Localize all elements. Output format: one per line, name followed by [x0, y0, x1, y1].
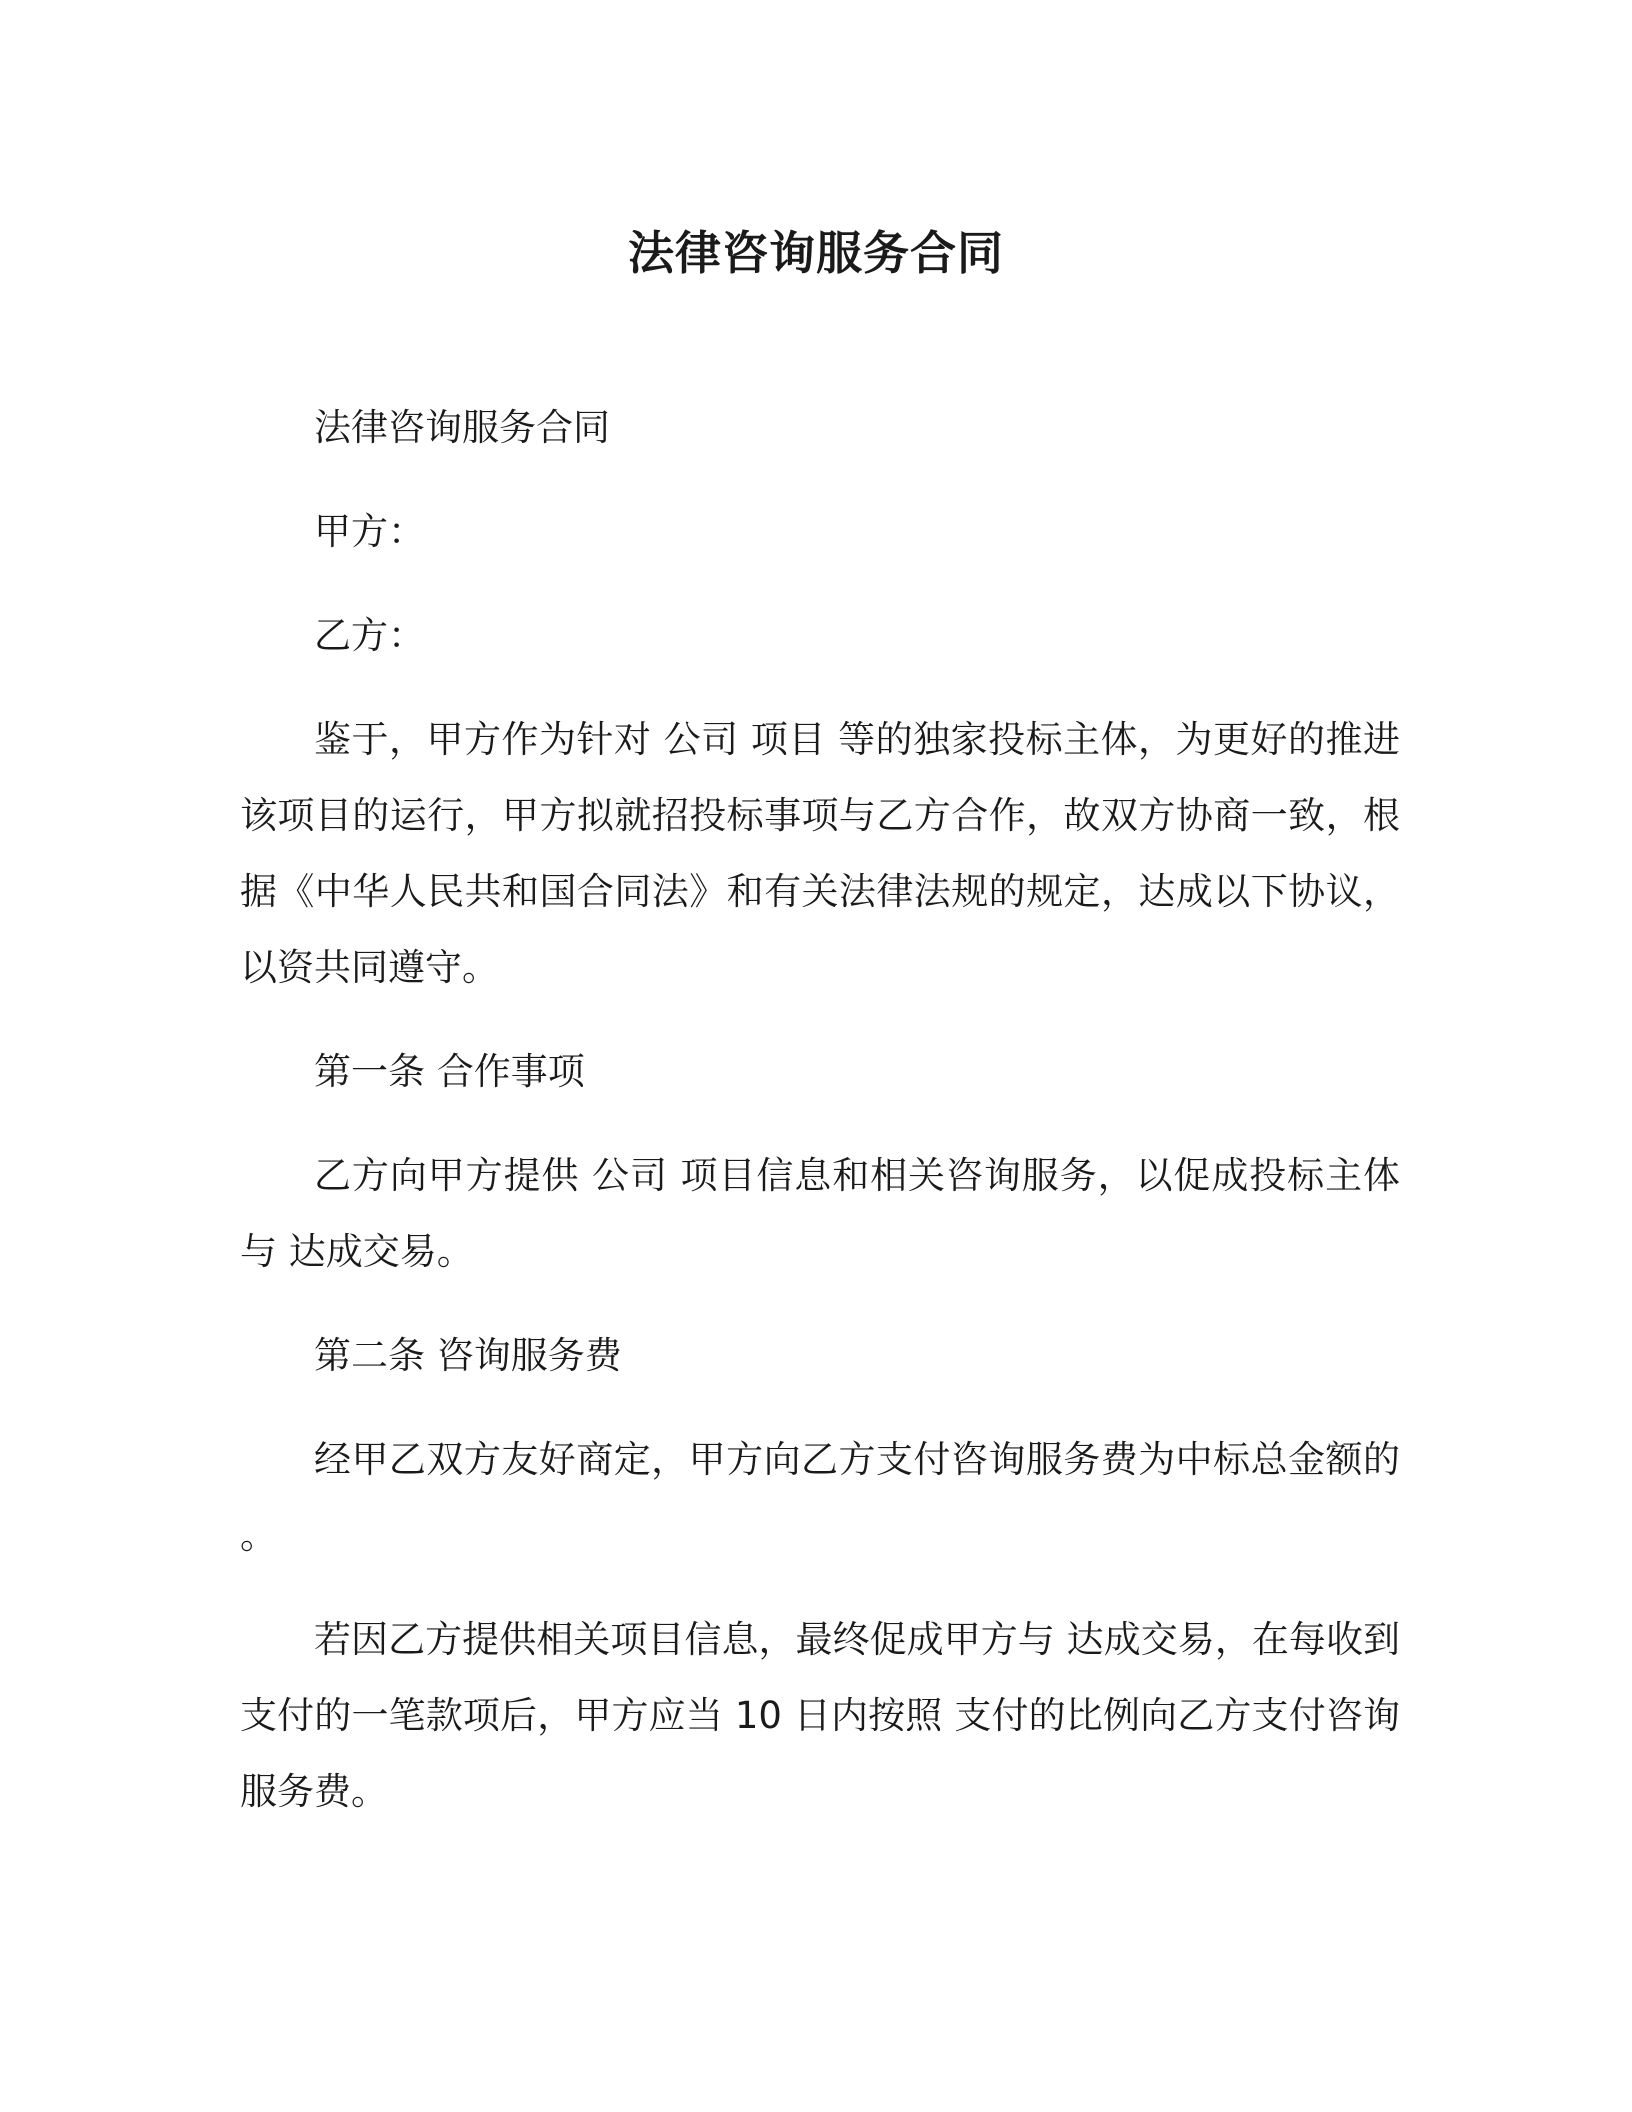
document-title: 法律咨询服务合同 — [628, 226, 1004, 280]
paragraph-party-a: 甲方： — [314, 510, 425, 553]
article-1-body: 乙方向甲方提供 公司 项目信息和相关咨询服务，以促成投标主体与 达成交易。 — [240, 1154, 1400, 1273]
paragraph-preamble: 鉴于，甲方作为针对 公司 项目 等的独家投标主体，为更好的推进该项目的运行，甲方拟就招投标事项与乙方合作，故双方协商一致，根据《中华人民共和国合同法》和有关法律法规的规定，达成以下协议，以资共同遵守。 — [240, 718, 1400, 989]
article-2-heading: 第二条 咨询服务费 — [314, 1334, 622, 1377]
paragraph-party-b: 乙方： — [314, 614, 425, 657]
document-body — [240, 390, 1400, 1858]
article-2-body-payment: 若因乙方提供相关项目信息，最终促成甲方与 达成交易，在每收到 支付的一笔款项后，甲方应当 10 日内按照 支付的比例向乙方支付咨询服务费。 — [240, 1618, 1400, 1813]
paragraph-contract-name: 法律咨询服务合同 — [314, 406, 610, 449]
article-2-body-fee: 经甲乙双方友好商定，甲方向乙方支付咨询服务费为中标总金额的 。 — [240, 1438, 1400, 1557]
article-1-heading: 第一条 合作事项 — [314, 1050, 585, 1093]
